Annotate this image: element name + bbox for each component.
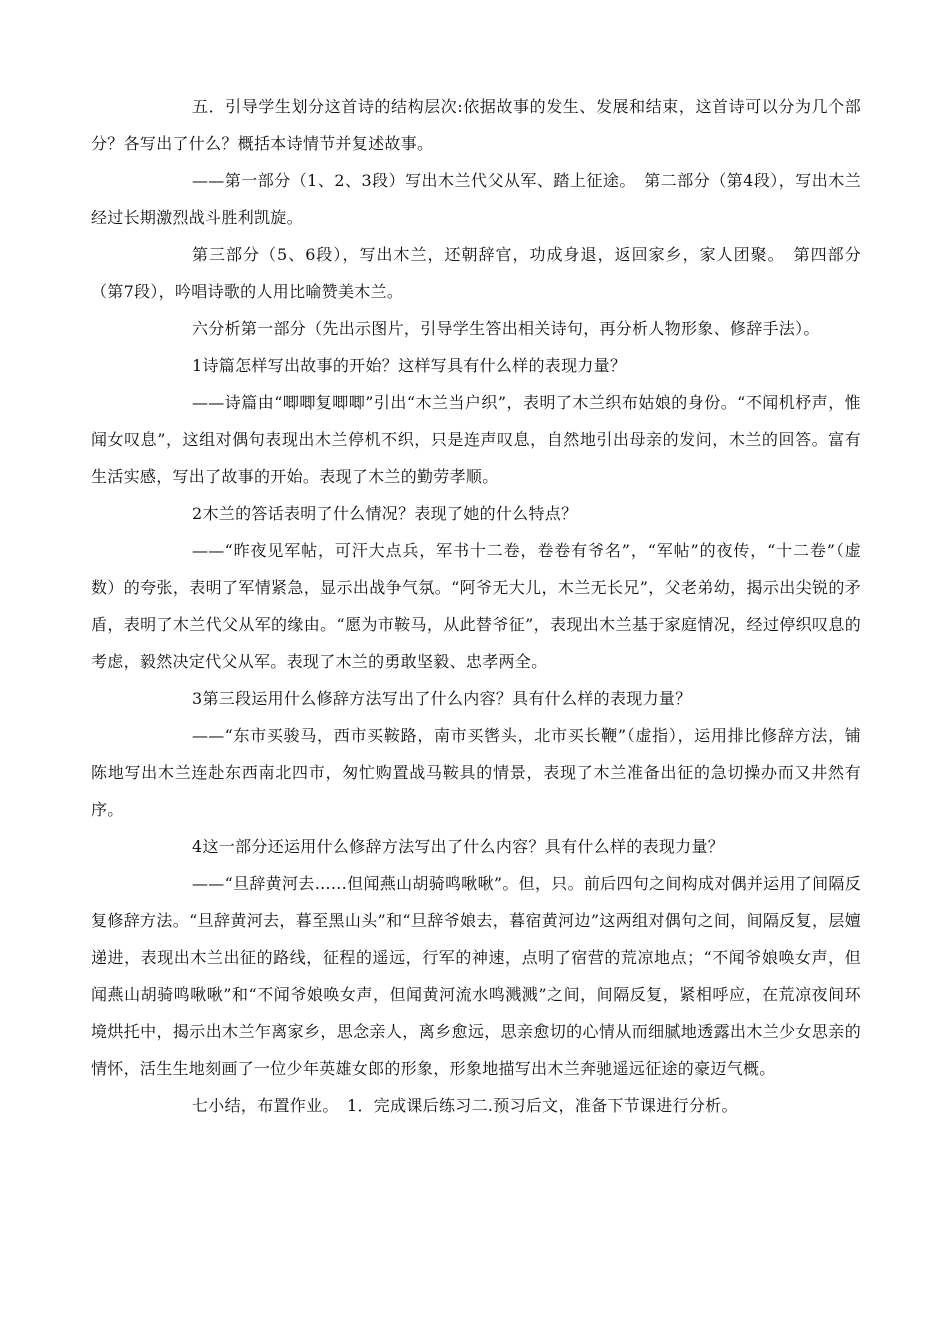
answer-three: ——“东市买骏马，西市买鞍路，南市买辔头，北市买长鞭”（虚指），运用排比修辞方法，铺陈地写出木兰连赴东西南北四市，匆忙购置战马鞍具的情景，表现了木兰准备出征的急切操办而又井然有序。 [91,726,861,819]
section-seven-summary: 七小结，布置作业。 1．完成课后练习二.预习后文，准备下节课进行分析。 [192,1096,738,1115]
answer-one: ——诗篇由“唧唧复唧唧”引出“木兰当户织”，表明了木兰织布姑娘的身份。“不闻机杼声，惟闻女叹息”，这组对偶句表现出木兰停机不织，只是连声叹息，自然地引出母亲的发问，木兰的回答。富有生活实感，写出了故事的开始。表现了木兰的勤劳孝顺。 [91,393,861,486]
section-five-paragraph: 五．引导学生划分这首诗的结构层次:依据故事的发生、发展和结束，这首诗可以分为几个部分？各写出了什么？概括本诗情节并复述故事。 [91,97,861,153]
section-six-heading: 六分析第一部分（先出示图片，引导学生答出相关诗句，再分析人物形象、修辞手法）。 [192,319,820,338]
document-body [91,88,861,1124]
answer-parts-three-four: 第三部分（5、6段），写出木兰，还朝辞官，功成身退，返回家乡，家人团聚。 第四部分（第7段），吟唱诗歌的人用比喻赞美木兰。 [91,245,861,301]
question-three: 3第三段运用什么修辞方法写出了什么内容？具有什么样的表现力量？ [192,689,692,708]
answer-two: ——“昨夜见军帖，可汗大点兵，军书十二卷，卷卷有爷名”，“军帖”的夜传，“十二卷”（虚数）的夸张，表明了军情紧急，显示出战争气氛。“阿爷无大儿，木兰无长兄”，父老弟幼，揭示出尖锐的矛盾，表明了木兰代父从军的缘由。“愿为市鞍马，从此替爷征”，表现出木兰基于家庭情况，经过停织叹息的考虑，毅然决定代父从军。表现了木兰的勇敢坚毅、忠孝两全。 [91,541,861,671]
answer-parts-one-two: ——第一部分（1、2、3段）写出木兰代父从军、踏上征途。 第二部分（第4段），写出木兰经过长期激烈战斗胜利凯旋。 [91,171,861,227]
answer-four: ——“旦辞黄河去……但闻燕山胡骑鸣啾啾”。但，只。前后四句之间构成对偶并运用了间隔反复修辞方法。“旦辞黄河去，暮至黑山头”和“旦辞爷娘去，暮宿黄河边”这两组对偶句之间，间隔反复，层嬗递进，表现出木兰出征的路线，征程的遥远，行军的神速，点明了宿营的荒凉地点；“不闻爷娘唤女声，但闻燕山胡骑鸣啾啾”和“不闻爷娘唤女声，但闻黄河流水鸣溅溅”之间，间隔反复，紧相呼应，在荒凉夜间环境烘托中，揭示出木兰乍离家乡，思念亲人，离乡愈远，思亲愈切的心情从而细腻地透露出木兰少女思亲的情怀，活生生地刻画了一位少年英雄女郎的形象，形象地描写出木兰奔驰遥远征途的豪迈气概。 [91,874,861,1078]
question-four: 4这一部分还运用什么修辞方法写出了什么内容？具有什么样的表现力量？ [192,837,725,856]
question-two: 2木兰的答话表明了什么情况？表现了她的什么特点？ [192,504,578,523]
question-one: 1诗篇怎样写出故事的开始？这样写具有什么样的表现力量？ [192,356,627,375]
